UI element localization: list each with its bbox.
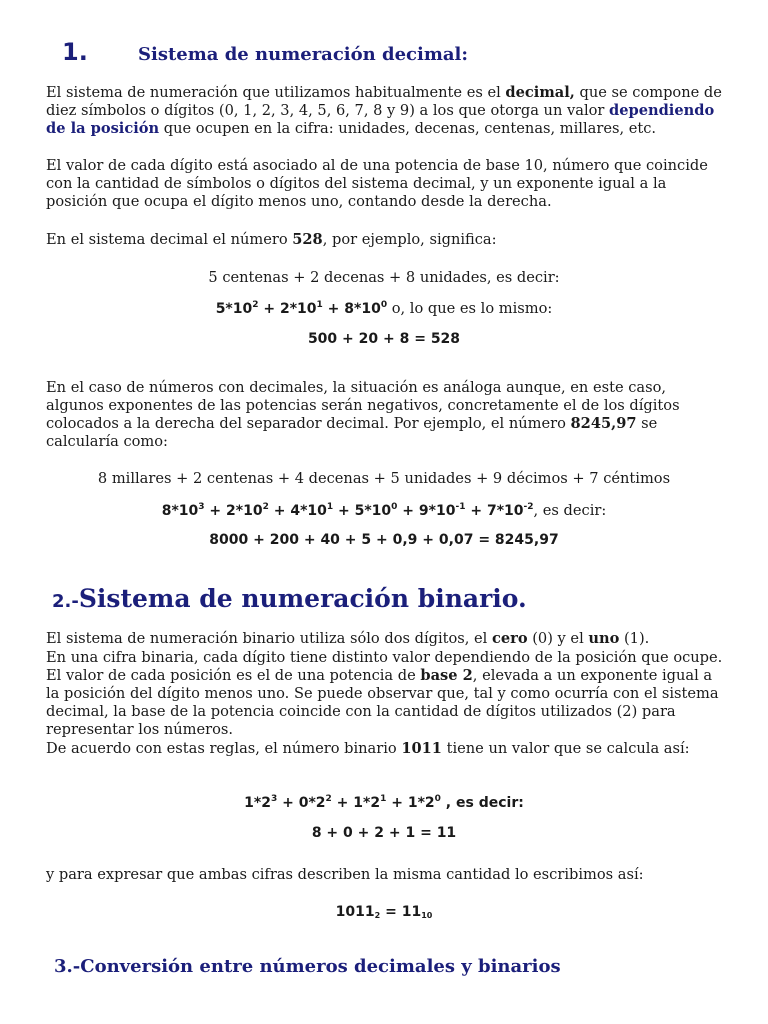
section-2-heading bbox=[52, 584, 527, 613]
section-1-paragraph-3: En el sistema decimal el número 528, por ejemplo, significa: bbox=[46, 231, 497, 248]
equation-528-powers: $5*10^2 + 2*10^1 + 8*10^0$ o, lo que es lo mismo: bbox=[215, 300, 553, 317]
section-3-title: 3.-Conversión entre números decimales y binarios bbox=[54, 956, 561, 977]
equation-528-words: 5 centenas + 2 decenas + 8 unidades, es decir: bbox=[208, 269, 560, 286]
number-528: 528 bbox=[292, 231, 323, 248]
number-1011: 1011 bbox=[401, 740, 442, 757]
term-decimal: decimal, bbox=[505, 84, 575, 101]
section-2-paragraph-3: De acuerdo con estas reglas, el número binario 1011 tiene un valor que se calcula así: bbox=[46, 740, 690, 757]
number-8245-97: 8245,97 bbox=[570, 415, 637, 432]
section-1-title: Sistema de numeración decimal: bbox=[138, 44, 469, 65]
equation-binary-equals-decimal: $1011_2 = 11_{10}$ bbox=[335, 904, 433, 920]
term-base-2: base 2 bbox=[420, 667, 473, 684]
equation-1011-sum: 8 + 0 + 2 + 1 = 11 bbox=[311, 825, 457, 841]
section-2-paragraph-1: El sistema de numeración binario utiliza sólo dos dígitos, el cero (0) y el uno (1). bbox=[46, 630, 650, 647]
section-1-paragraph-4: En el caso de números con decimales, la situación es análoga aunque, en este caso, algunos exponentes de las potencias serán negativos, concretamente el de los dígitos colocados a la derecha del separador decimal. Por ejemplo, el número 8245,97 se calcularía como: bbox=[46, 379, 680, 450]
term-uno: uno bbox=[588, 630, 620, 647]
section-2-number: 2.- bbox=[52, 591, 79, 612]
section-1-paragraph-1: El sistema de numeración que utilizamos habitualmente es el decimal, que se compone de diez símbolos o dígitos (0, 1, 2, 3, 4, 5, 6, 7, 8 y 9) a los que otorga un valor dependiendo de la posición que ocupen en la cifra: unidades, decenas, centenas, millares, etc. bbox=[46, 84, 722, 137]
term-cero: cero bbox=[492, 630, 528, 647]
section-2-paragraph-4: y para expresar que ambas cifras describen la misma cantidad lo escribimos así: bbox=[46, 866, 644, 883]
section-1-paragraph-2: El valor de cada dígito está asociado al de una potencia de base 10, número que coincide con la cantidad de símbolos o dígitos del sistema decimal, y un exponente igual a la posición que ocupa el dígito menos uno, contando desde la derecha. bbox=[46, 157, 708, 210]
equation-8245-words: 8 millares + 2 centenas + 4 decenas + 5 unidades + 9 décimos + 7 céntimos bbox=[97, 470, 671, 487]
equation-1011-powers: $1*2^3 + 0*2^2 + 1*2^1 + 1*2^0$ , es decir: bbox=[244, 794, 524, 811]
term-position: dependiendo de la posición bbox=[46, 102, 715, 137]
equation-528-sum: 500 + 20 + 8 = 528 bbox=[307, 331, 461, 347]
section-2-paragraph-2: En una cifra binaria, cada dígito tiene distinto valor dependiendo de la posición que ocupe. El valor de cada posición es el de una potencia de base 2, elevada a un exponente igual a la posición del dígito menos uno. Se puede observar que, tal y como ocurría con el sistema decimal, la base de la potencia coincide con la cantidad de dígitos utilizados (2) para representar los números. bbox=[46, 649, 723, 738]
section-1-number: 1. bbox=[62, 38, 88, 66]
equation-8245-powers: $8*10^3 + 2*10^2 + 4*10^1 + 5*10^0 + 9*10^{-1} + 7*10^{-2}$, es decir: bbox=[161, 502, 607, 519]
section-1-heading bbox=[62, 38, 468, 66]
section-2-title: Sistema de numeración binario. bbox=[78, 584, 527, 613]
equation-8245-sum: 8000 + 200 + 40 + 5 + 0,9 + 0,07 = 8245,97 bbox=[209, 532, 559, 548]
